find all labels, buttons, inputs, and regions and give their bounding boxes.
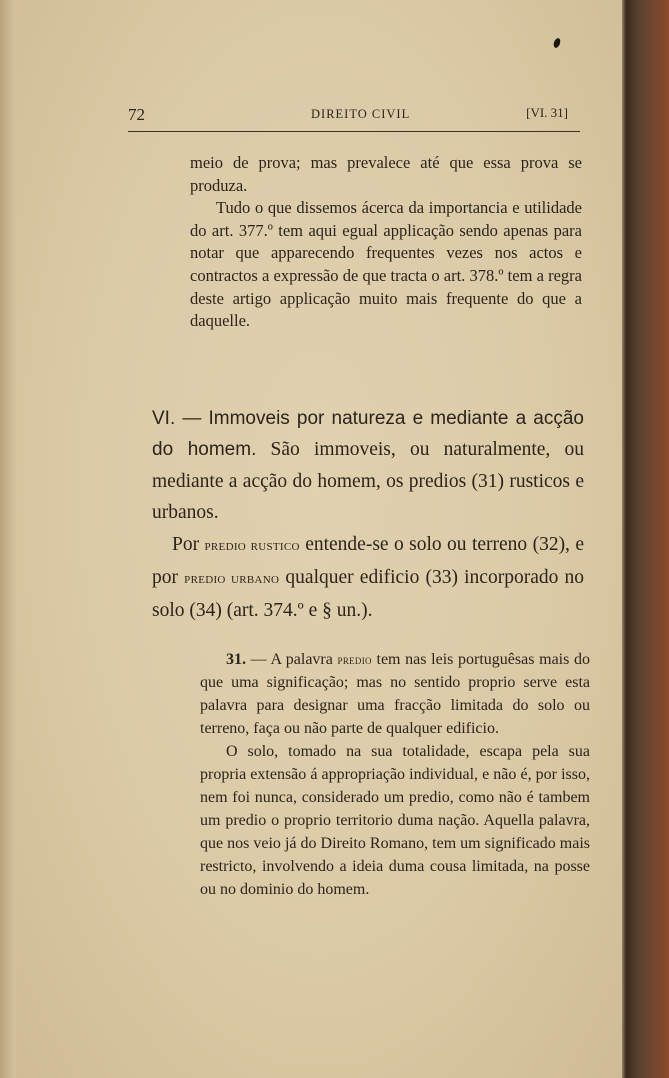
footnote-text: — A palavra: [246, 651, 338, 668]
continuation-paragraph-1: meio de prova; mas prevalece até que essa prova se produza.: [190, 153, 582, 195]
continuation-paragraph-2: Tudo o que dissemos ácerca da importancia e utilidade do art. 377.º tem aqui egual applicação sendo apenas para notar que apparecendo frequentes vezes nos actos e contractos a expressão de que tracta o art. 378.º tem a regra deste artigo applicação muito mais frequente do que a daquelle.: [190, 198, 582, 331]
section-vi-heading: VI. — Immoveis por natureza e mediante a acção do homem.: [152, 408, 584, 461]
footnote-31-paragraph-1: [200, 648, 590, 740]
term-predio: predio: [337, 652, 372, 667]
footnote-31-paragraph-2: O solo, tomado na sua totalidade, escapa pela sua propria extensão á appropriação individual, e não é, por isso, nem foi nunca, considerado um predio, como não é tambem um predio o proprio territorio duma nação. Aquella palavra, que nos veio já do Direito Romano, tem um significado mais restricto, involvendo a ideia duma cousa limitada, na posse ou no dominio do homem.: [200, 743, 590, 898]
continuation-text: [190, 152, 582, 333]
footnote-31: [200, 648, 590, 901]
section-vi-paragraph-1: [152, 403, 584, 529]
section-vi: [152, 403, 584, 627]
footnote-number: 31.: [226, 651, 246, 668]
header-rule: [128, 131, 580, 132]
page-number: 72: [128, 105, 145, 124]
section-vi-body: São immoveis, ou naturalmente, ou mediante a acção do homem, os predios (31) rusticos e urbanos.: [152, 439, 584, 524]
running-title: DIREITO CIVIL: [311, 107, 411, 121]
term-predio-urbano: predio urbano: [184, 571, 280, 588]
footnote-text: tem nas leis portuguêsas mais do que uma significação; mas no sentido proprio serve esta palavra para designar uma fracção limitada do solo ou terreno, faça ou não parte de qualquer edificio.: [200, 651, 591, 737]
section-reference: [VI. 31]: [526, 105, 568, 120]
running-header: [128, 103, 576, 127]
section-vi-text: Por: [172, 533, 205, 555]
section-vi-paragraph-2: [152, 529, 584, 627]
section-vi-text: entende-se o solo ou terreno (32), e por: [152, 533, 584, 589]
term-predio-rustico: predio rustico: [204, 537, 300, 554]
section-vi-text: qualquer edificio (33) incorporado no solo (34) (art. 374.º e § un.).: [152, 567, 585, 622]
